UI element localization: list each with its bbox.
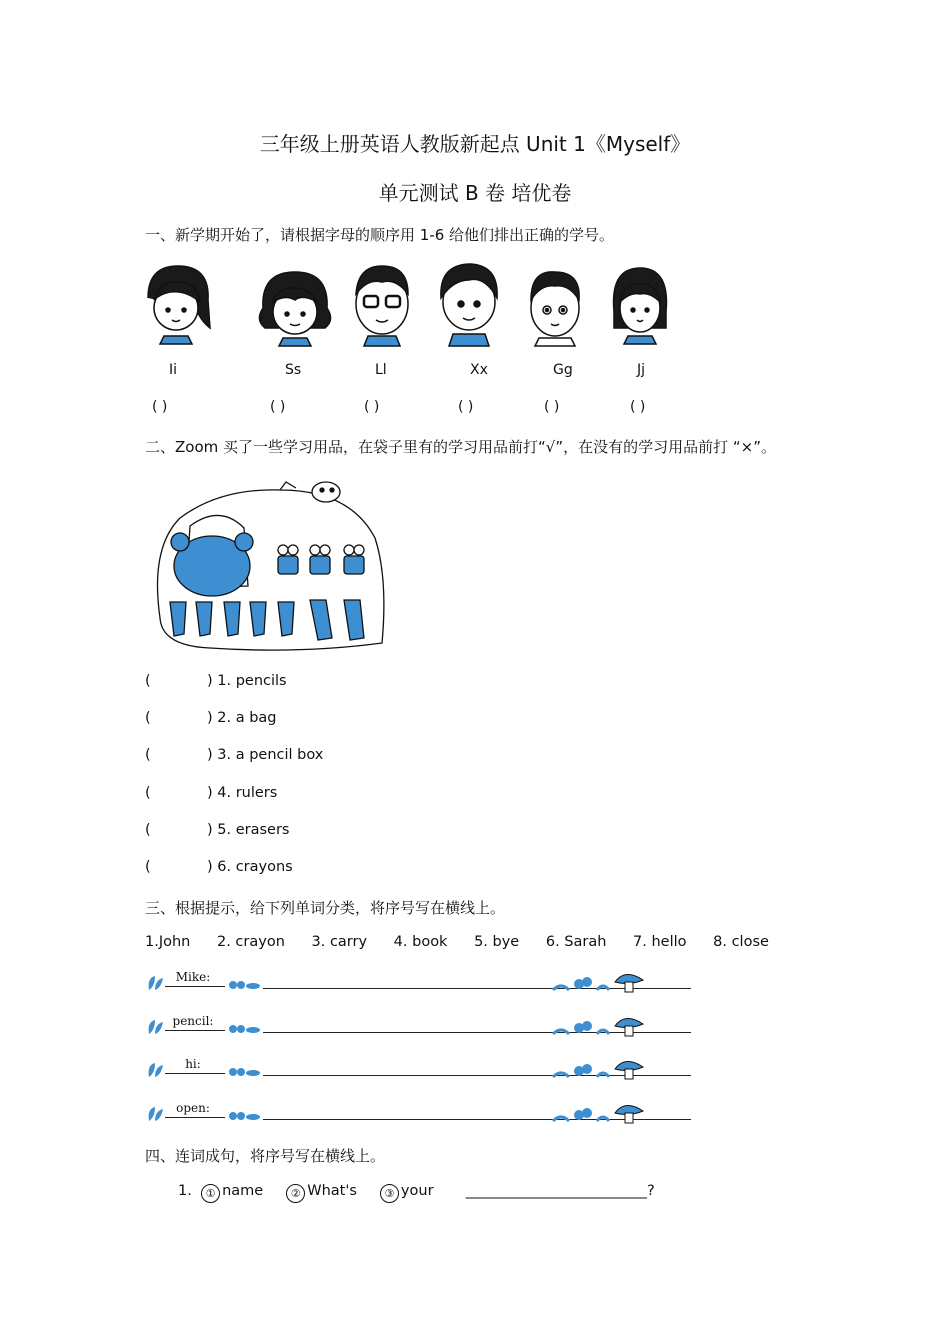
- mushroom-decoration-icon: [549, 1055, 647, 1083]
- boy-thumbs-face: [441, 264, 497, 346]
- letter-label: Ii: [169, 362, 178, 378]
- letter-label: Ll: [375, 362, 387, 378]
- category-row: [145, 1099, 645, 1129]
- checklist-item[interactable]: [145, 747, 323, 763]
- category-row: [145, 1012, 645, 1042]
- open-paren: (: [145, 747, 151, 763]
- page-title: 三年级上册英语人教版新起点 Unit 1《Myself》: [259, 132, 691, 156]
- word-item: 5. bye: [474, 934, 520, 950]
- checklist-item[interactable]: [145, 859, 293, 875]
- checklist-item[interactable]: [145, 673, 287, 689]
- word-item: 8. close: [713, 934, 769, 950]
- leaf-icon: [145, 1061, 165, 1079]
- mushroom-decoration-icon: [549, 1012, 647, 1040]
- word-item: 7. hello: [633, 934, 687, 950]
- mushroom-decoration-icon: [549, 968, 647, 996]
- letter-label: Gg: [553, 362, 573, 378]
- answer-blank[interactable]: ( ): [544, 399, 560, 415]
- category-label: pencil:: [172, 1014, 214, 1028]
- word-item: 3. carry: [311, 934, 368, 950]
- girl-face-1: [148, 266, 210, 344]
- checklist-item[interactable]: [145, 785, 277, 801]
- circled-number: ①: [201, 1184, 220, 1203]
- girl-face-2: [259, 272, 330, 346]
- letter-label: Ss: [285, 362, 302, 378]
- leaf-icon: [145, 1105, 165, 1123]
- item-text: ) 4. rulers: [207, 785, 278, 801]
- section2-instruction: 二、Zoom 买了一些学习用品，在袋子里有的学习用品前打“√”，在没有的学习用品前打 “×”。: [145, 438, 776, 456]
- letter-label: Jj: [637, 362, 646, 378]
- answer-blank[interactable]: ( ): [270, 399, 286, 415]
- category-row: [145, 1055, 645, 1085]
- flower-icon: [225, 978, 263, 992]
- boy-face: [531, 272, 579, 346]
- word-item: 2. crayon: [216, 934, 285, 950]
- page-subtitle: 单元测试 B 卷 培优卷: [378, 181, 572, 205]
- girl-face-3: [614, 268, 667, 344]
- label-underline: [165, 1073, 225, 1074]
- word-chip: name: [222, 1183, 264, 1199]
- flower-icon: [225, 1065, 263, 1079]
- label-underline: [165, 1030, 225, 1031]
- word-item: 1.John: [145, 934, 191, 950]
- item-text: ) 2. a bag: [207, 710, 277, 726]
- flower-icon: [225, 1022, 263, 1036]
- open-paren: (: [145, 859, 151, 875]
- item-text: ) 1. pencils: [207, 673, 287, 689]
- boy-glasses-face: [356, 266, 408, 346]
- word-item: 6. Sarah: [545, 934, 607, 950]
- mushroom-decoration-icon: [549, 1099, 647, 1127]
- circled-number: ②: [286, 1184, 305, 1203]
- category-row: [145, 968, 645, 998]
- item-text: ) 5. erasers: [207, 822, 290, 838]
- school-bag-illustration: [150, 468, 390, 653]
- category-label: Mike:: [175, 970, 211, 984]
- answer-blank[interactable]: ( ): [364, 399, 380, 415]
- open-paren: (: [145, 673, 151, 689]
- label-underline: [165, 986, 225, 987]
- item-text: ) 6. crayons: [207, 859, 293, 875]
- label-underline: [165, 1117, 225, 1118]
- answer-blank-line[interactable]: _________________________?: [465, 1183, 655, 1199]
- word-chip: your: [400, 1183, 434, 1199]
- word-list: [145, 934, 791, 950]
- category-label: hi:: [185, 1057, 201, 1071]
- answer-blank[interactable]: ( ): [630, 399, 646, 415]
- leaf-icon: [145, 1018, 165, 1036]
- answer-blank[interactable]: ( ): [152, 399, 168, 415]
- flower-icon: [225, 1109, 263, 1123]
- section3-instruction: 三、根据提示，给下列单词分类，将序号写在横线上。: [145, 899, 506, 917]
- open-paren: (: [145, 710, 151, 726]
- section4-instruction: 四、连词成句，将序号写在横线上。: [145, 1147, 386, 1165]
- sentence-question-1: [178, 1183, 655, 1203]
- answer-blank[interactable]: ( ): [458, 399, 474, 415]
- student-faces-illustration: [140, 258, 680, 348]
- open-paren: (: [145, 785, 151, 801]
- circled-number: ③: [380, 1184, 399, 1203]
- word-chip: What's: [307, 1183, 357, 1199]
- category-label: open:: [176, 1101, 210, 1115]
- open-paren: (: [145, 822, 151, 838]
- word-item: 4. book: [393, 934, 448, 950]
- item-text: ) 3. a pencil box: [207, 747, 324, 763]
- question-number: 1.: [178, 1183, 192, 1199]
- letter-label: Xx: [470, 362, 488, 378]
- section1-instruction: 一、新学期开始了，请根据字母的顺序用 1-6 给他们排出正确的学号。: [145, 226, 615, 244]
- leaf-icon: [145, 974, 165, 992]
- checklist-item[interactable]: [145, 710, 277, 726]
- checklist-item[interactable]: [145, 822, 289, 838]
